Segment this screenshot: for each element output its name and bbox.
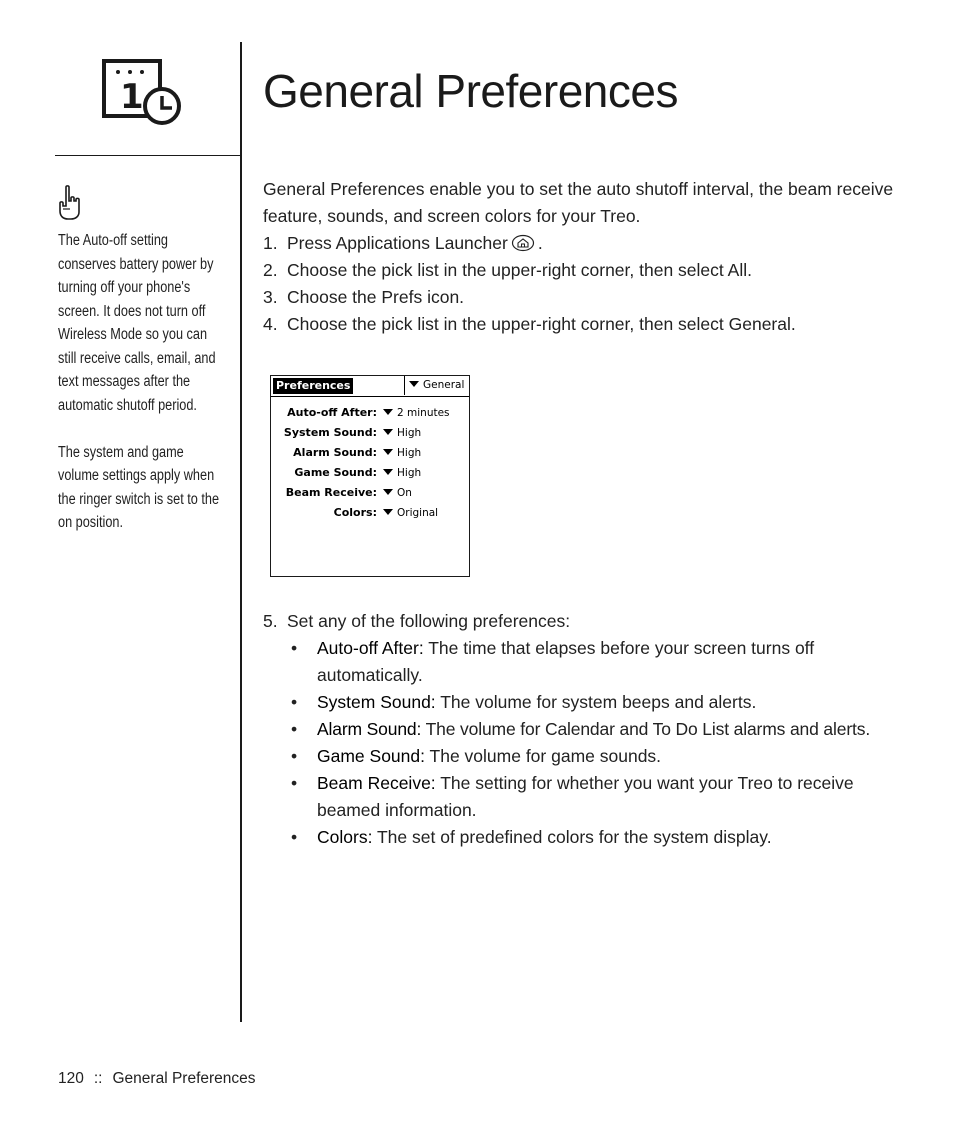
bullet-item: • Alarm Sound: The volume for Calendar and To Do List alarms and alerts. (291, 719, 871, 739)
page-footer (58, 1070, 256, 1088)
footer-section: General Preferences (112, 1070, 256, 1087)
bullet-item: • Game Sound: The volume for game sounds. (291, 746, 662, 766)
bullet-item: • Auto-off After: The time that elapses before your screen turns off automatically. (291, 638, 815, 685)
pref-row: Alarm Sound: High (271, 443, 469, 463)
pref-row: Auto-off After: 2 minutes (271, 403, 469, 423)
dropdown-triangle-icon (383, 509, 393, 515)
pref-picker[interactable]: High (383, 463, 421, 483)
step-item: 4. Choose the pick list in the upper-right corner, then select General. (263, 314, 796, 334)
bullet-item: • Colors: The set of predefined colors for the system display. (291, 827, 772, 847)
step-item: 2. Choose the pick list in the upper-right corner, then select All. (263, 260, 752, 280)
dropdown-triangle-icon (383, 489, 393, 495)
intro-paragraph: General Preferences enable you to set the auto shutoff interval, the beam receive feature, sounds, and screen colors for your Treo. (263, 179, 894, 226)
pref-row: Colors: Original (271, 503, 469, 523)
preference-bullets (263, 635, 913, 851)
screenshot-title: Preferences (273, 378, 353, 394)
dropdown-triangle-icon (383, 429, 393, 435)
steps-list (263, 230, 913, 338)
bullet-item: • Beam Receive: The setting for whether you want your Treo to receive beamed information. (291, 773, 854, 820)
bullet-item: • System Sound: The volume for system beeps and alerts. (291, 692, 757, 712)
step-item: 1. Press Applications Launcher . (263, 233, 543, 253)
pref-row: System Sound: High (271, 423, 469, 443)
dropdown-triangle-icon (409, 381, 419, 387)
sidebar-divider (55, 155, 242, 156)
page-title: General Preferences (263, 65, 678, 117)
preferences-section (263, 608, 913, 851)
screenshot-header (271, 376, 469, 397)
dropdown-triangle-icon (383, 409, 393, 415)
category-picker[interactable]: General (404, 376, 469, 395)
main-content (263, 176, 913, 338)
pref-picker[interactable]: 2 minutes (383, 403, 450, 423)
home-launcher-icon (511, 234, 535, 252)
svg-text:1: 1 (120, 77, 144, 117)
pref-picker[interactable]: High (383, 423, 421, 443)
page-number: 120 (58, 1070, 84, 1087)
steps-list-continued (263, 608, 913, 635)
dropdown-triangle-icon (383, 469, 393, 475)
pref-picker[interactable]: High (383, 443, 421, 463)
tip-paragraph: The system and game volume settings apply when the ringer switch is set to the on position. (58, 443, 220, 531)
vertical-divider (240, 42, 242, 1022)
screenshot-rows (271, 397, 469, 523)
pref-row: Beam Receive: On (271, 483, 469, 503)
sidebar-tip (58, 229, 226, 558)
pointing-finger-icon (58, 185, 82, 221)
pref-picker[interactable]: On (383, 483, 412, 503)
dropdown-triangle-icon (383, 449, 393, 455)
preferences-screenshot (270, 375, 470, 577)
step-item: 3. Choose the Prefs icon. (263, 287, 465, 307)
footer-separator: :: (93, 1070, 103, 1087)
step-item: 5. Set any of the following preferences: (263, 611, 571, 631)
tip-paragraph: The Auto-off setting conserves battery power by turning off your phone's screen. It does not turn off Wireless Mode so you can still receive calls, email, and text messages after the automatic shutoff period. (58, 232, 216, 414)
calendar-clock-icon (100, 58, 184, 128)
pref-row: Game Sound: High (271, 463, 469, 483)
pref-picker[interactable]: Original (383, 503, 438, 523)
